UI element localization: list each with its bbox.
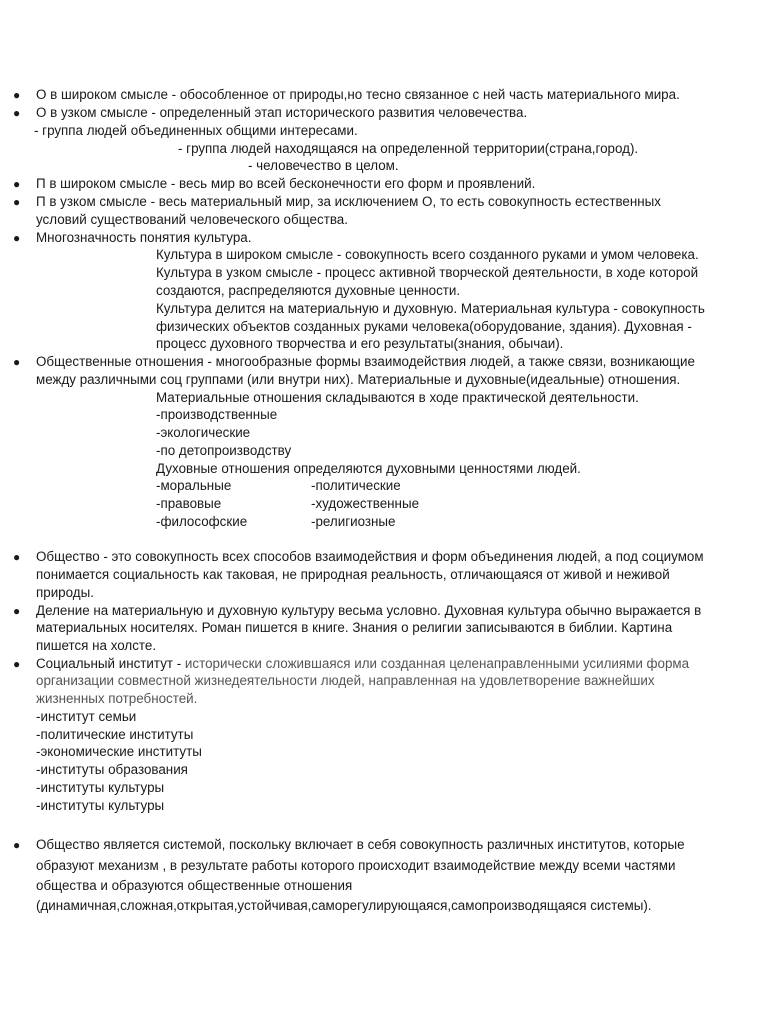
culture-division: Культура делится на материальную и духовную. Материальная культура - совокупность [156, 301, 705, 316]
spiritual-relations-item: -правовые [156, 496, 222, 511]
material-relations-item: -экологические [156, 425, 251, 440]
culture-narrow-cont: создаются, распределяются духовные ценности. [156, 283, 461, 298]
culture-division-cont2: процесс духовного творчества и его результаты(знания, обычаи). [156, 336, 564, 351]
institute-item: -институты образования [36, 762, 188, 777]
material-relations-item: -производственные [156, 407, 278, 422]
social-institute-definition-cont1: организации совместной жизнедеятельности людей, направленная на удовлетворение важнейших [36, 673, 655, 688]
institute-item: -политические институты [36, 727, 194, 742]
bullet-marker: ● [13, 604, 21, 618]
sub-item-territory: - группа людей находящаяся на определенной территории(страна,город). [178, 141, 639, 156]
definition-nature-narrow: П в узком смысле - весь материальный мир, за исключением О, то есть совокупность естественных [36, 194, 661, 209]
society-definition: Общество - это совокупность всех способов взаимодействия и форм объединения людей, а под социумом [36, 549, 704, 564]
bullet-marker: ● [13, 106, 21, 120]
social-institute-term: Социальный институт - [36, 656, 185, 671]
definition-society-broad: О в широком смысле - обособленное от природы,но тесно связанное с ней часть материального мира. [36, 87, 680, 102]
bullet-marker: ● [13, 88, 21, 102]
society-system-properties: (динамичная,сложная,открытая,устойчивая,саморегулирующаяся,самопроизводящаяся системы). [36, 898, 652, 913]
definition-society-narrow: О в узком смысле - определенный этап исторического развития человечества. [36, 105, 528, 120]
material-relations-item: -по детопроизводству [156, 443, 292, 458]
social-institute-definition: исторически сложившаяся или созданная целенаправленными усилиями форма [184, 656, 690, 671]
bullet-marker: ● [13, 195, 21, 209]
culture-division-note: Деление на материальную и духовную культуру весьма условно. Духовная культура обычно выражается в [36, 603, 702, 618]
society-system-cont1: образуют механизм , в результате работы которого происходит взаимодействие между всеми частями [36, 858, 676, 873]
culture-division-note-cont2: пишется на холсте. [36, 638, 157, 653]
social-institute-definition-cont2: жизненных потребностей. [36, 691, 198, 706]
bullet-marker: ● [13, 231, 21, 245]
spiritual-relations-item: -художественные [311, 496, 420, 511]
society-definition-cont1: понимается социальность как таковая, не природная реальность, отличающаяся от живой и неживой [36, 567, 670, 582]
culture-heading: Многозначность понятия культура. [36, 230, 252, 245]
bullet-marker: ● [13, 838, 21, 852]
institute-item: -институты культуры [36, 780, 165, 795]
bullet-marker: ● [13, 355, 21, 369]
sub-item-group: - группа людей объединенных общими интересами. [34, 123, 358, 138]
bullet-marker: ● [13, 177, 21, 191]
bullet-marker: ● [13, 657, 21, 671]
institute-item: -экономические институты [36, 744, 202, 759]
culture-narrow: Культура в узком смысле - процесс активной творческой деятельности, в ходе которой [156, 265, 699, 280]
bullet-marker: ● [13, 550, 21, 564]
spiritual-relations-item: -религиозные [311, 514, 396, 529]
culture-broad: Культура в широком смысле - совокупность всего созданного руками и умом человека. [156, 247, 699, 262]
spiritual-relations-item: -философские [156, 514, 248, 529]
spiritual-relations-item: -политические [311, 478, 401, 493]
culture-division-cont1: физических объектов созданных руками человека(оборудование, здания). Духовная - [156, 319, 692, 334]
social-relations-cont: между различными соц группами (или внутри них). Материальные и духовные(идеальные) отношения. [36, 372, 681, 387]
definition-nature-narrow-cont: условий существований человеческого общества. [36, 212, 348, 227]
institute-item: -институт семьи [36, 709, 137, 724]
society-definition-cont2: природы. [36, 585, 94, 600]
society-system-cont2: общества и образуются общественные отношения [36, 878, 353, 893]
spiritual-relations: Духовные отношения определяются духовными ценностями людей. [156, 461, 581, 476]
spiritual-relations-item: -моральные [156, 478, 232, 493]
culture-division-note-cont1: материальных носителях. Роман пишется в книге. Знания о религии записываются в библии. Картина [36, 620, 673, 635]
material-relations: Материальные отношения складываются в ходе практической деятельности. [156, 390, 639, 405]
sub-item-humanity: - человечество в целом. [248, 158, 399, 173]
institute-item: -институты культуры [36, 798, 165, 813]
society-system: Общество является системой, поскольку включает в себя совокупность различных институтов, которые [36, 837, 685, 852]
definition-nature-broad: П в широком смысле - весь мир во всей бесконечности его форм и проявлений. [36, 176, 536, 191]
social-relations: Общественные отношения - многообразные формы взаимодействия людей, а также связи, возникающие [36, 354, 695, 369]
social-institute-line [36, 656, 689, 672]
